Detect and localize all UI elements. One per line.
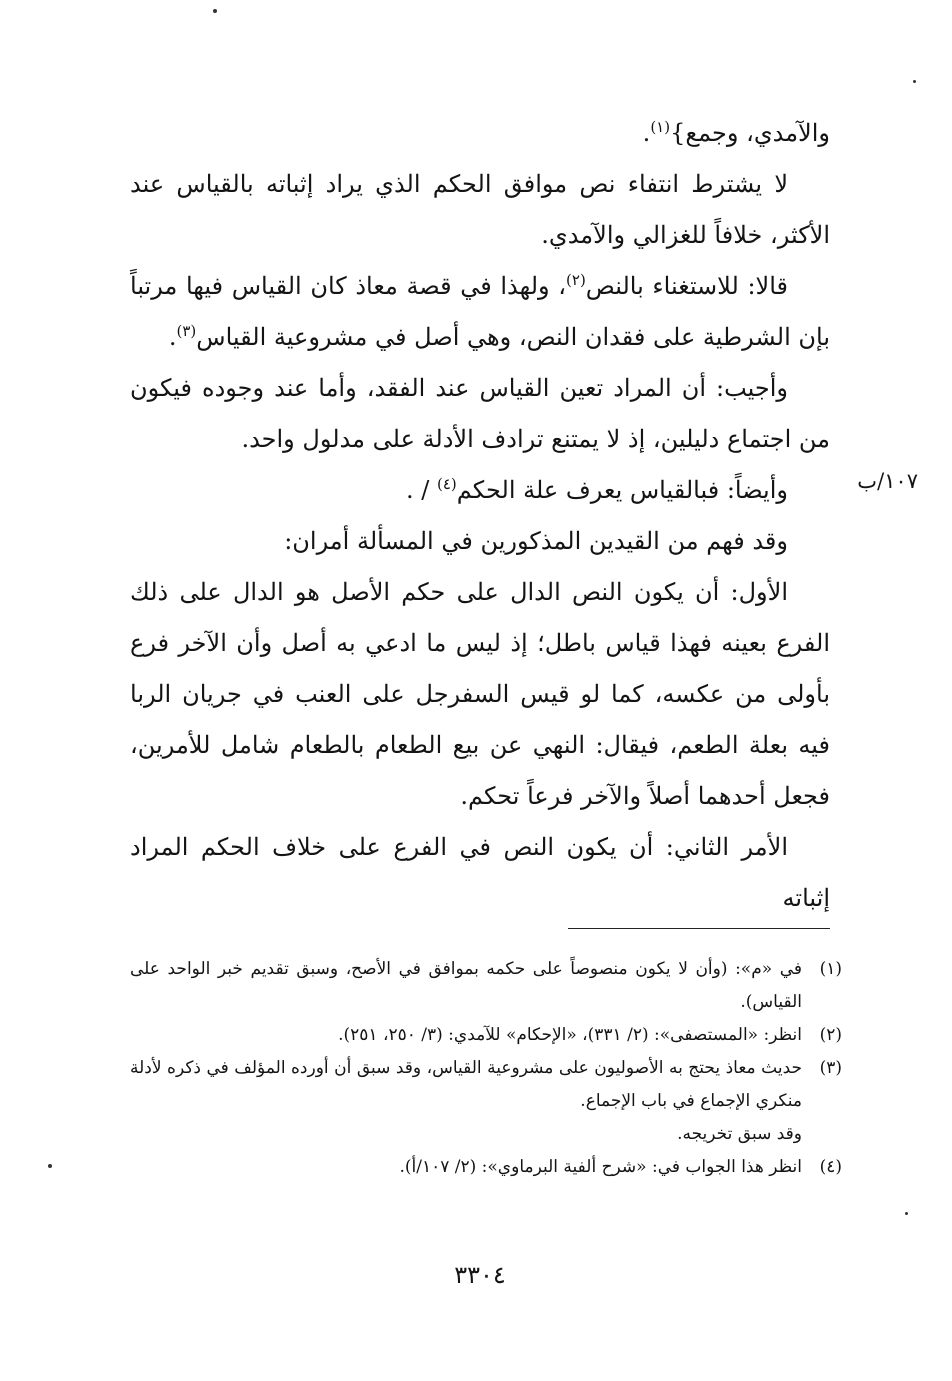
text-line: وأيضاً: فبالقياس يعرف علة الحكم	[456, 476, 788, 504]
scan-speck	[213, 9, 217, 13]
paragraph	[130, 108, 830, 159]
punctuation: .	[642, 119, 651, 147]
paragraph: وأجيب: أن المراد تعين القياس عند الفقد، وأما عند وجوده فيكون من اجتماع دليلين، إذ لا يمتنع ترادف الأدلة على مدلول واحد.	[130, 374, 830, 453]
footnote-continuation: وقد سبق تخريجه.	[677, 1124, 802, 1144]
paragraph: الأول: أن يكون النص الدال على حكم الأصل هو الدال على ذلك الفرع بعينه فهذا قياس باطل؛ إذ ليس ما ادعي به أصل وأن الآخر فرع بأولى من عكسه، كما لو قيس السفرجل على العنب في جريان الربا فيه بعلة الطعم، فيقال: النهي عن بيع الطعام بالطعام شامل للأمرين، فجعل أحدهما أصلاً والآخر فرعاً تحكم.	[130, 578, 831, 810]
footnote-number: (١)	[819, 959, 842, 979]
paragraph	[130, 261, 830, 363]
text-line: قالا: للاستغناء بالنص	[585, 272, 789, 300]
paragraph: الأمر الثاني: أن يكون النص في الفرع على خلاف الحكم المراد إثباته	[130, 833, 830, 912]
paragraph: لا يشترط انتفاء نص موافق الحكم الذي يراد إثباته بالقياس عند الأكثر، خلافاً للغزالي والآمدي.	[130, 170, 830, 249]
paragraph	[130, 465, 830, 516]
footnote-item	[130, 1052, 842, 1118]
text-line: والآمدي، وجمع}	[670, 119, 830, 147]
footnote-ref[interactable]: (٢)	[566, 271, 586, 289]
footnote-number: (٢)	[819, 1025, 842, 1045]
footnote-divider	[568, 928, 830, 929]
main-text	[130, 108, 830, 924]
scan-speck	[905, 1212, 908, 1215]
footnote-text: انظر: «المستصفى»: (٢/ ٣٣١)، «الإحكام» للآمدي: (٣/ ٢٥٠، ٢٥١).	[338, 1025, 802, 1045]
punctuation: / .	[406, 476, 437, 504]
scan-speck	[913, 80, 916, 83]
manuscript-folio-note: ١٠٧/ب	[857, 469, 918, 493]
text-line: ، ولهذا في قصة معاذ كان القياس فيها مرتباً بإن الشرطية على فقدان النص، وهي أصل في مشروعية القياس	[130, 272, 830, 351]
footnote-ref[interactable]: (١)	[650, 118, 671, 136]
scan-speck	[48, 1164, 52, 1168]
punctuation: .	[168, 323, 177, 351]
paragraph: وقد فهم من القيدين المذكورين في المسألة أمران:	[284, 527, 788, 555]
footnote-ref[interactable]: (٤)	[437, 475, 457, 493]
footnote-item	[130, 1019, 842, 1052]
footnote-number: (٤)	[819, 1157, 842, 1177]
footnote-item	[130, 953, 842, 1019]
footnote-number: (٣)	[819, 1058, 842, 1078]
page-number: ٣٣٠٤	[454, 1261, 506, 1289]
footnote-text: انظر هذا الجواب في: «شرح ألفية البرماوي»: (٢/ ١٠٧/أ).	[399, 1157, 802, 1177]
footnote-text: حديث معاذ يحتج به الأصوليون على مشروعية القياس، وقد سبق أن أورده المؤلف في ذكره لأدلة منكري الإجماع في باب الإجماع.	[130, 1058, 802, 1111]
footnote-item	[130, 1151, 842, 1184]
footnote-ref[interactable]: (٣)	[176, 322, 197, 340]
footnotes	[130, 953, 842, 1184]
footnote-text: في «م»: (وأن لا يكون منصوصاً على حكمه بموافق في الأصح، وسبق تقديم خبر الواحد على القياس).	[130, 959, 802, 1012]
